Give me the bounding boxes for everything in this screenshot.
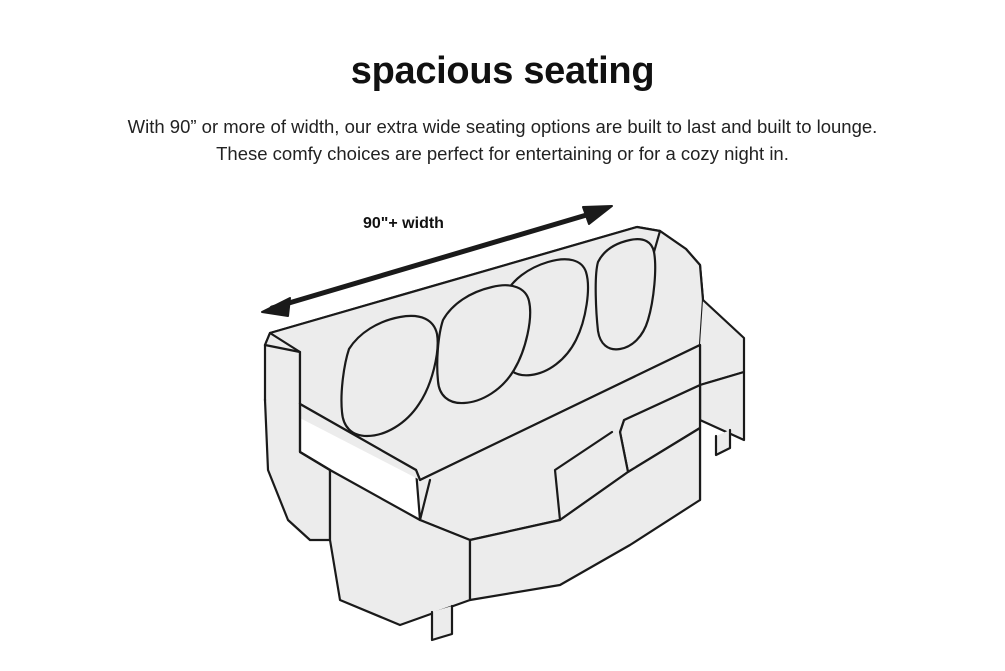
arrow-head-right (583, 206, 612, 224)
sofa-right-arm-side (700, 372, 744, 440)
description-line-1: With 90” or more of width, our extra wide seating options are built to last and built to lounge. (127, 116, 878, 137)
page-title: spacious seating (350, 50, 655, 92)
dimension-label: 90"+ width (363, 215, 444, 232)
sofa-right-arm-top (700, 300, 744, 385)
description-line-2: These comfy choices are perfect for entertaining or for a cozy night in. (216, 143, 789, 164)
arrow-head-left (262, 298, 290, 316)
sofa-leg-right (716, 430, 730, 455)
